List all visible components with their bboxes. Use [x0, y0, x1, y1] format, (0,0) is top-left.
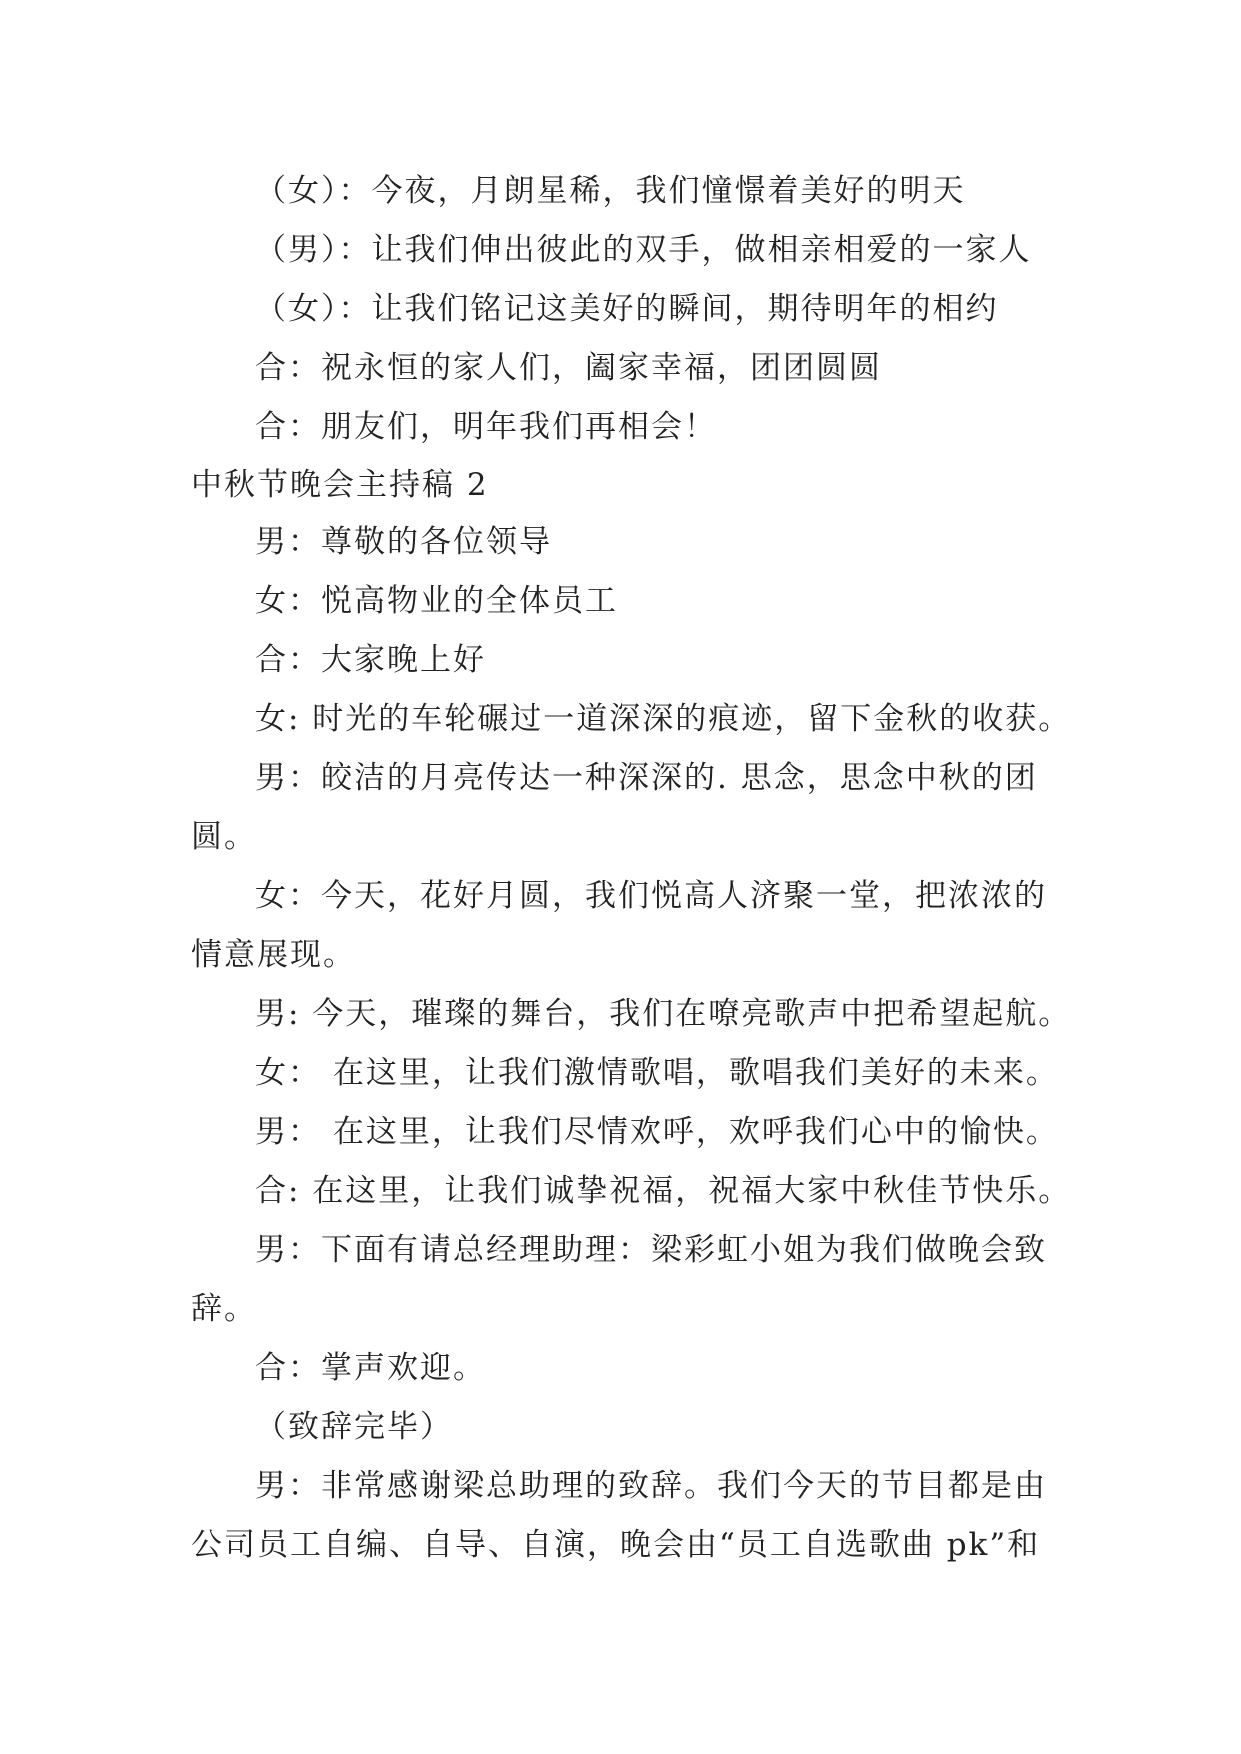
text-line: 男：皎洁的月亮传达一种深深的. 思念，思念中秋的团	[255, 760, 1038, 796]
text-line: 合: 在这里，让我们诚挚祝福，祝福大家中秋佳节快乐。	[255, 1173, 1072, 1209]
text-line: 男: 今天，璀璨的舞台，我们在嘹亮歌声中把希望起航。	[255, 996, 1072, 1032]
text-line: 合：朋友们，明年我们再相会！	[255, 409, 717, 445]
text-line-continuation: 公司员工自编、自导、自演，晚会由“员工自选歌曲 pk”和	[191, 1527, 1041, 1563]
text-line: （致辞完毕）	[255, 1409, 453, 1445]
text-line: 女: 时光的车轮碾过一道深深的痕迹，留下金秋的收获。	[255, 701, 1072, 737]
text-line: 女：悦高物业的全体员工	[255, 583, 618, 619]
text-line: 男：非常感谢梁总助理的致辞。我们今天的节目都是由	[255, 1468, 1047, 1504]
text-line: （男）：让我们伸出彼此的双手，做相亲相爱的一家人	[255, 232, 1032, 268]
text-line: 男：下面有请总经理助理：梁彩虹小姐为我们做晚会致	[255, 1232, 1047, 1268]
text-line: 男：尊敬的各位领导	[255, 524, 552, 560]
text-line: （女）：让我们铭记这美好的瞬间，期待明年的相约	[255, 291, 999, 327]
text-line: 合：大家晚上好	[255, 642, 486, 678]
text-line: 男： 在这里，让我们尽情欢呼，欢呼我们心中的愉快。	[255, 1114, 1059, 1150]
text-line: 合：掌声欢迎。	[255, 1350, 486, 1386]
text-line-continuation: 辞。	[191, 1291, 257, 1327]
text-line-continuation: 情意展现。	[191, 937, 356, 973]
text-line: （女）：今夜，月朗星稀，我们憧憬着美好的明天	[255, 173, 966, 209]
text-line-continuation: 圆。	[191, 819, 257, 855]
section-heading: 中秋节晚会主持稿 2	[191, 467, 489, 503]
text-line: 合：祝永恒的家人们，阖家幸福，团团圆圆	[255, 350, 882, 386]
text-line: 女： 在这里，让我们激情歌唱，歌唱我们美好的未来。	[255, 1055, 1059, 1091]
text-line: 女：今天，花好月圆，我们悦高人济聚一堂，把浓浓的	[255, 878, 1047, 914]
document-body	[191, 162, 1071, 1575]
